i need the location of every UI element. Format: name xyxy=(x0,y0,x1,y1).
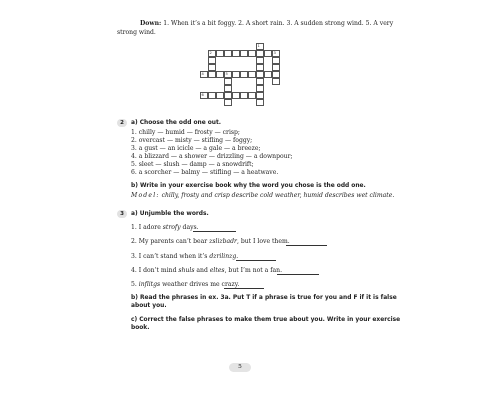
item-text: weather drives me crazy. xyxy=(160,281,240,288)
crossword-cell[interactable] xyxy=(224,99,232,106)
ex2-item-2: 2. overcast — misty — stifling — foggy; xyxy=(131,137,253,144)
crossword-cell[interactable] xyxy=(248,50,256,57)
crossword-cell[interactable] xyxy=(272,78,280,85)
clue-number-3: 3 xyxy=(273,51,276,55)
crossword-cell[interactable] xyxy=(272,64,280,71)
ex2-item-5: 5. sleet — slush — damp — a snowdrift; xyxy=(131,161,254,168)
answer-line[interactable] xyxy=(286,245,327,246)
clue-number-2: 2 xyxy=(209,51,212,55)
crossword-cell[interactable] xyxy=(224,78,232,85)
crossword-cell[interactable] xyxy=(272,50,280,57)
down-clue-line1 xyxy=(140,20,393,28)
ex2-item-1: 1. chilly — humid — frosty — crisp; xyxy=(131,129,240,136)
crossword-cell[interactable] xyxy=(256,50,264,57)
item-text: , but I’m not a fan. xyxy=(224,267,283,274)
down-clue-line2: strong wind. xyxy=(117,29,156,36)
crossword-cell[interactable] xyxy=(240,71,248,78)
clue-number-5: 5 xyxy=(225,72,228,76)
crossword-cell[interactable] xyxy=(256,99,264,106)
ex2-item-4: 4. a blizzard — a shower — drizzling — a downpour; xyxy=(131,153,293,160)
crossword-cell[interactable] xyxy=(256,85,264,92)
item-text: , but I love them. xyxy=(236,238,290,245)
crossword-cell[interactable] xyxy=(208,71,216,78)
crossword-cell[interactable] xyxy=(216,71,224,78)
item-text: 2. My parents can’t bear xyxy=(131,238,210,245)
ex3-b-heading-line2: about you. xyxy=(131,303,167,309)
exercise-3-badge: 3 xyxy=(117,210,127,218)
crossword-cell[interactable] xyxy=(208,57,216,64)
down-clue-text: 1. When it’s a bit foggy. 2. A short rain. 3. A sudden strong wind. 5. A very xyxy=(163,20,394,27)
answer-line[interactable] xyxy=(277,274,319,275)
crossword-cell[interactable] xyxy=(216,92,224,99)
exercise-2-badge: 2 xyxy=(117,119,127,127)
item-text: 1. I adore xyxy=(131,224,163,231)
down-label: Down: xyxy=(140,20,162,27)
ex3-item-2 xyxy=(131,238,290,246)
clue-number-1: 1 xyxy=(257,44,260,48)
clue-number-4: 4 xyxy=(201,72,204,76)
crossword-cell[interactable] xyxy=(224,92,232,99)
model-text: chilly, frosty and crisp describe cold weather, humid describes wet climate. xyxy=(161,192,395,199)
jumbled-word: strofy xyxy=(162,224,181,231)
crossword-cell[interactable] xyxy=(256,43,264,50)
crossword-cell[interactable] xyxy=(264,50,272,57)
ex2-item-6: 6. a scorcher — balmy — stifling — a heatwave. xyxy=(131,169,279,176)
ex3-c-heading-line2: book. xyxy=(131,325,150,331)
crossword-cell[interactable] xyxy=(232,71,240,78)
ex3-b-heading-line1: b) Read the phrases in ex. 3a. Put T if a phrase is true for you and F if it is false xyxy=(131,295,397,301)
crossword-cell[interactable] xyxy=(256,64,264,71)
crossword-cell[interactable] xyxy=(232,92,240,99)
item-text: 5. xyxy=(131,281,139,288)
crossword-cell[interactable] xyxy=(224,85,232,92)
model-label: Model: xyxy=(131,192,160,199)
ex3-item-1 xyxy=(131,224,199,232)
crossword-cell[interactable] xyxy=(232,50,240,57)
ex3-a-heading: a) Unjumble the words. xyxy=(131,211,209,217)
item-text: . xyxy=(236,253,239,260)
crossword-cell[interactable] xyxy=(240,50,248,57)
ex2-item-3: 3. a gust — an icicle — a gale — a breeze; xyxy=(131,145,261,152)
jumbled-word: inflitgs xyxy=(138,281,161,288)
ex3-item-4 xyxy=(131,267,282,275)
clue-number-6: 6 xyxy=(201,93,204,97)
jumbled-word: zslizbadr xyxy=(209,238,237,245)
ex2-b-heading: b) Write in your exercise book why the word you chose is the odd one. xyxy=(131,183,366,189)
crossword-grid xyxy=(200,43,290,113)
crossword-cell[interactable] xyxy=(272,71,280,78)
crossword-cell[interactable] xyxy=(208,92,216,99)
crossword-cell[interactable] xyxy=(208,64,216,71)
ex2-model xyxy=(131,192,394,200)
answer-line[interactable] xyxy=(236,260,276,261)
crossword-cell[interactable] xyxy=(200,71,208,78)
ex3-c-heading-line1: c) Correct the false phrases to make them true about you. Write in your exercise xyxy=(131,317,401,323)
item-text: days. xyxy=(180,224,199,231)
answer-line[interactable] xyxy=(193,231,236,232)
crossword-cell[interactable] xyxy=(224,50,232,57)
page-number: 5 xyxy=(229,363,251,372)
item-text: 3. I can’t stand when it’s xyxy=(131,253,210,260)
crossword-cell[interactable] xyxy=(208,50,216,57)
crossword-cell[interactable] xyxy=(256,92,264,99)
crossword-cell[interactable] xyxy=(248,71,256,78)
crossword-cell[interactable] xyxy=(240,92,248,99)
crossword-cell[interactable] xyxy=(200,92,208,99)
jumbled-word: dzrilinzg xyxy=(209,253,237,260)
jumbled-word: shuls xyxy=(178,267,195,274)
answer-line[interactable] xyxy=(224,288,264,289)
crossword-cell[interactable] xyxy=(248,92,256,99)
jumbled-word: eltes xyxy=(209,267,225,274)
crossword-cell[interactable] xyxy=(256,78,264,85)
item-text: 4. I don’t mind xyxy=(131,267,179,274)
crossword-cell[interactable] xyxy=(264,71,272,78)
ex2-a-heading: a) Choose the odd one out. xyxy=(131,120,222,126)
crossword-cell[interactable] xyxy=(272,57,280,64)
crossword-cell[interactable] xyxy=(216,50,224,57)
crossword-cell[interactable] xyxy=(256,71,264,78)
crossword-cell[interactable] xyxy=(256,57,264,64)
ex3-item-3 xyxy=(131,253,238,261)
crossword-cell[interactable] xyxy=(224,71,232,78)
item-text: and xyxy=(194,267,210,274)
